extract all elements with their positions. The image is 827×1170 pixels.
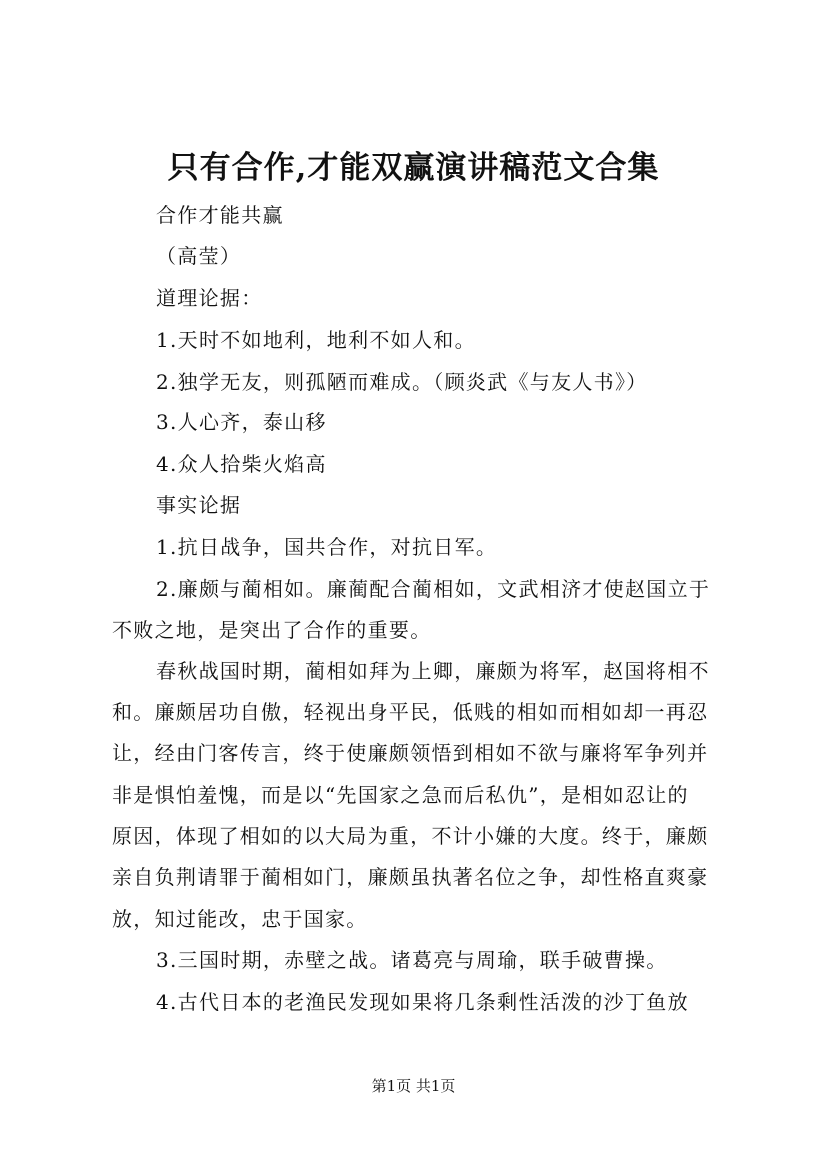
subtitle-line: 合作才能共赢 [156, 203, 284, 227]
body-line: 1.天时不如地利，地利不如人和。 [156, 328, 476, 352]
body-line: 春秋战国时期，蔺相如拜为上卿，廉颇为将军，赵国将相不 [156, 659, 710, 683]
body-line: 非是惧怕羞愧，而是以“先国家之急而后私仇”，是相如忍让的 [112, 783, 689, 807]
body-line: 亲自负荆请罪于蔺相如门，廉颇虽执著名位之争，却性格直爽豪 [112, 865, 709, 889]
body-line: 3.三国时期，赤壁之战。诸葛亮与周瑜，联手破曹操。 [156, 948, 668, 972]
document-title: 只有合作,才能双赢演讲稿范文合集 [167, 150, 660, 186]
body-line: 2.廉颇与蔺相如。廉蔺配合蔺相如，文武相济才使赵国立于 [156, 577, 711, 601]
body-line: 原因，体现了相如的以大局为重，不计小嫌的大度。终于，廉颇 [112, 824, 709, 848]
body-line: 让，经由门客传言，终于使廉颇领悟到相如不欲与廉将军争列并 [112, 741, 709, 765]
body-line: 4.众人拾柴火焰高 [156, 452, 327, 476]
section-heading-reasoning: 道理论据： [156, 286, 263, 310]
page-number-footer: 第1页 共1页 [371, 1077, 456, 1095]
body-line: 1.抗日战争，国共合作，对抗日军。 [156, 535, 498, 559]
body-line: 和。廉颇居功自傲，轻视出身平民，低贱的相如而相如却一再忍 [112, 700, 709, 724]
body-line: 不败之地，是突出了合作的重要。 [112, 618, 432, 642]
body-line: 4.古代日本的老渔民发现如果将几条剩性活泼的沙丁鱼放 [156, 990, 689, 1014]
body-line: 放，知过能改，忠于国家。 [112, 907, 368, 931]
section-heading-facts: 事实论据 [156, 493, 242, 517]
body-line: 3.人心齐，泰山移 [156, 410, 327, 434]
body-line: 2.独学无友，则孤陋而难成。（顾炎武《与友人书》） [156, 370, 648, 394]
author-line: （高莹） [156, 244, 242, 268]
